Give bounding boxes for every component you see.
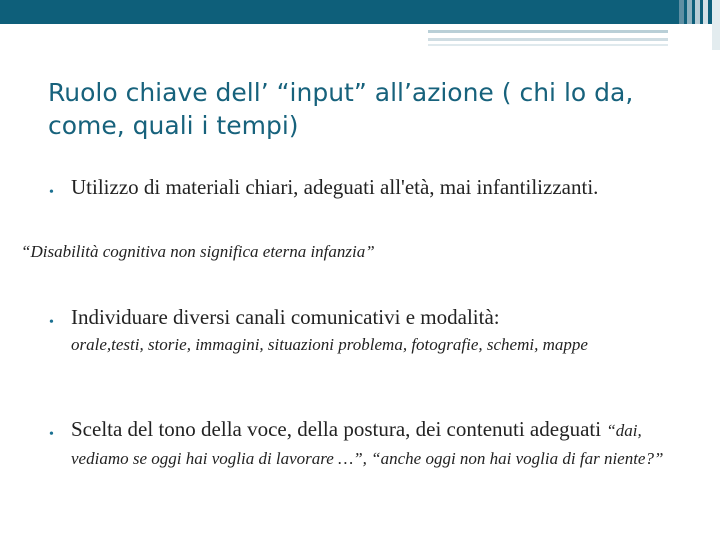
bullet-example-quotes: “dai, vediamo se oggi hai voglia di lavorare …”, “anche oggi non hai voglia di far niente?” [71, 421, 664, 468]
bullet-item-materials [49, 174, 689, 201]
header-accent-stripe [695, 0, 700, 24]
bullet-dot: • [49, 315, 54, 330]
bullet-item-channels [49, 304, 689, 331]
header-accent-stripe [679, 0, 684, 24]
bullet-item-tone [49, 416, 689, 472]
quote-text: “Disabilità cognitiva non significa eterna infanzia” [21, 242, 375, 261]
bullet-text: Utilizzo di materiali chiari, adeguati all'età, mai infantilizzanti. [71, 175, 599, 199]
bullet-text: Individuare diversi canali comunicativi e modalità: [71, 305, 500, 329]
header-bar [0, 0, 720, 24]
header-accent-stripe [687, 0, 692, 24]
header-accent-stripe [703, 0, 708, 24]
bullet-subtext: orale,testi, storie, immagini, situazioni problema, fotografie, schemi, mappe [71, 335, 588, 354]
bullet-text [71, 416, 689, 472]
header-accent-line [428, 44, 668, 46]
header-accent-line [428, 30, 668, 33]
bullet-main-text: Scelta del tono della voce, della postura, dei contenuti adeguati [71, 417, 607, 441]
header-accent-stripe [712, 0, 720, 50]
slide-title: Ruolo chiave dell’ “input” all’azione ( chi lo da, come, quali i tempi) [48, 78, 634, 140]
header-accent-line [428, 38, 668, 41]
bullet-dot: • [49, 185, 54, 200]
bullet-dot: • [49, 427, 54, 442]
